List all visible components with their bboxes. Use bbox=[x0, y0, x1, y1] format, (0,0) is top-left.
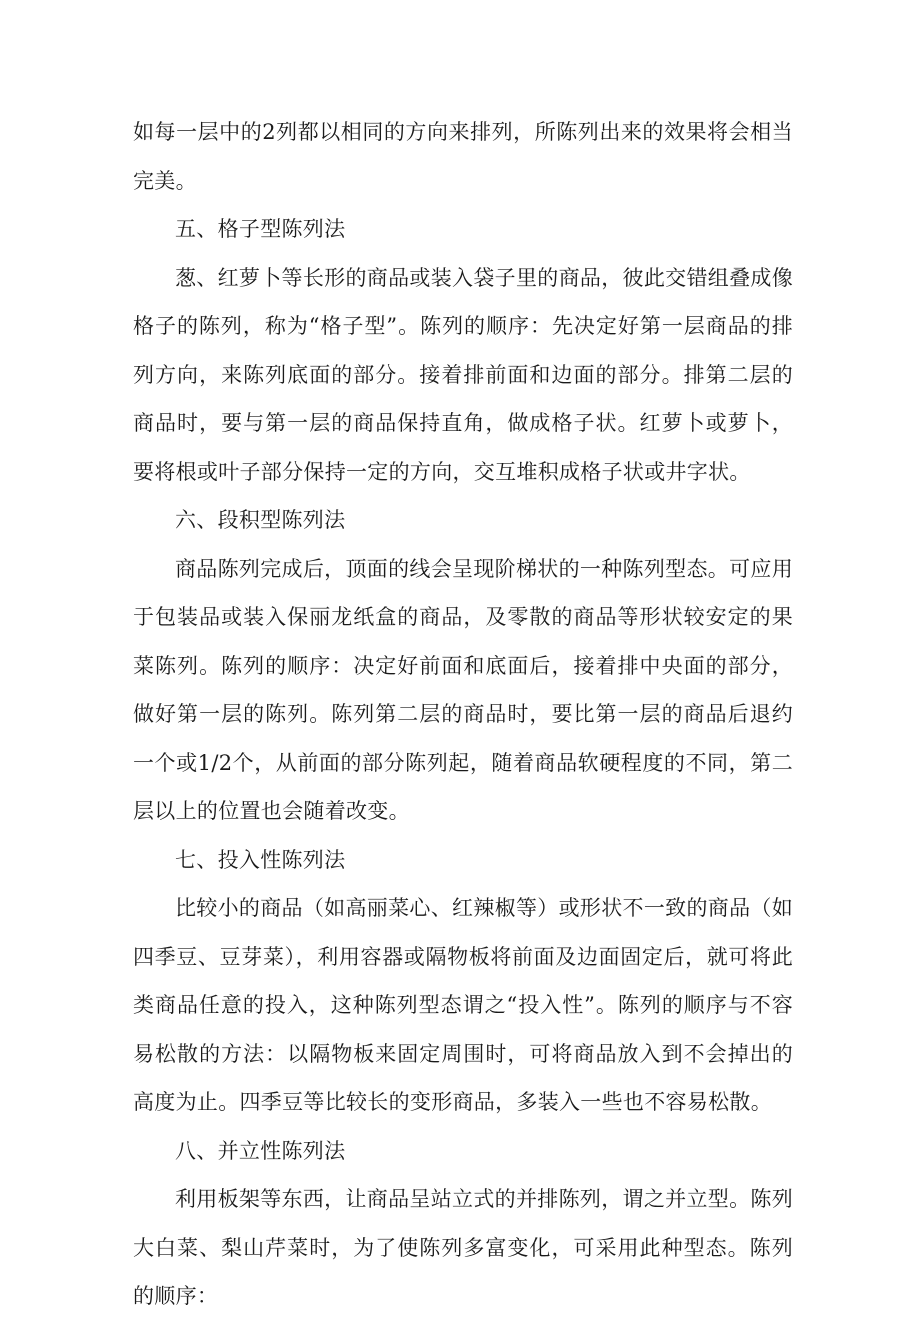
section-heading-5: 五、格子型陈列法 bbox=[175, 217, 346, 241]
document-body bbox=[133, 108, 793, 1321]
paragraph-stepped-display: 商品陈列完成后，顶面的线会呈现阶梯状的一种陈列型态。可应用于包装品或装入保丽龙纸盒的商品，及零散的商品等形状较安定的果菜陈列。陈列的顺序：决定好前面和底面后，接着排中央面的部分，做好第一层的陈列。陈列第二层的商品时，要比第一层的商品后退约一个或1/2个，从前面的部分陈列起，随着商品软硬程度的不同，第二层以上的位置也会随着改变。 bbox=[133, 556, 793, 823]
paragraph-drop-in-display: 比较小的商品（如高丽菜心、红辣椒等）或形状不一致的商品（如四季豆、豆芽菜），利用容器或隔物板将前面及边面固定后，就可将此类商品任意的投入，这种陈列型态谓之“投入性”。陈列的顺序与不容易松散的方法：以隔物板来固定周围时，可将商品放入到不会掉出的高度为止。四季豆等比较长的变形商品，多装入一些也不容易松散。 bbox=[133, 896, 793, 1114]
paragraph-grid-display: 葱、红萝卜等长形的商品或装入袋子里的商品，彼此交错组叠成像格子的陈列，称为“格子型”。陈列的顺序：先决定好第一层商品的排列方向，来陈列底面的部分。接着排前面和边面的部分。排第二层的商品时，要与第一层的商品保持直角，做成格子状。红萝卜或萝卜，要将根或叶子部分保持一定的方向，交互堆积成格子状或井字状。 bbox=[133, 265, 793, 484]
paragraph-continuation: 如每一层中的2列都以相同的方向来排列，所陈列出来的效果将会相当完美。 bbox=[133, 120, 793, 193]
section-heading-6: 六、段积型陈列法 bbox=[175, 508, 346, 532]
section-heading-8: 八、并立性陈列法 bbox=[175, 1138, 346, 1163]
paragraph-standing-display: 利用板架等东西，让商品呈站立式的并排陈列，谓之并立型。陈列大白菜、梨山芹菜时，为了使陈列多富变化，可采用此种型态。陈列的顺序： bbox=[133, 1187, 793, 1308]
section-heading-7: 七、投入性陈列法 bbox=[175, 847, 346, 872]
